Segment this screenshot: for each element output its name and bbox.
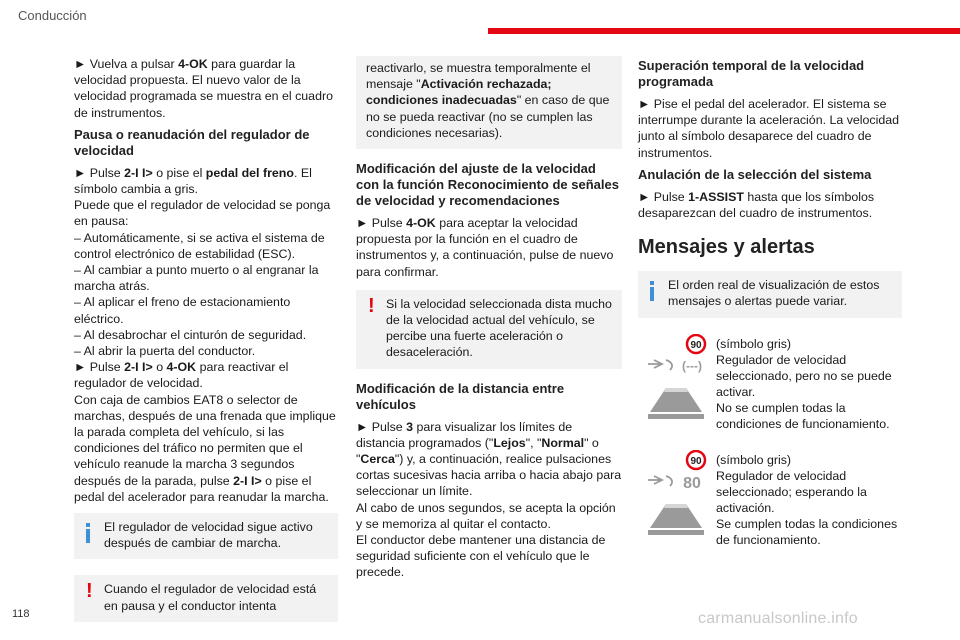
header-accent-bar bbox=[488, 28, 960, 34]
chapter-heading: Mensajes y alertas bbox=[638, 236, 815, 259]
list-item: – Al cambiar a punto muerto o al engranar la marcha atrás. bbox=[74, 263, 319, 294]
road-lanes-icon bbox=[648, 388, 704, 419]
cruise-control-waiting-icon bbox=[644, 450, 708, 542]
list-item: – Al desabrochar el cinturón de seguridad. bbox=[74, 327, 307, 342]
alert-description: (símbolo gris) Regulador de velocidad seleccionado; esperando la activación. Se cumplen todas la condiciones de funcionamiento. bbox=[716, 452, 898, 547]
running-header: Conducción bbox=[18, 8, 87, 23]
paragraph: ► Pulse 1-ASSIST hasta que los símbolos desaparezcan del cuadro de instrumentos. bbox=[638, 189, 875, 221]
section-heading: Anulación de la selección del sistema bbox=[638, 166, 872, 182]
paragraph: Con caja de cambios EAT8 o selector de marchas, después de una frenada que implique la parada completa del vehículo, si las condiciones del tráfico no permiten que el vehículo reanude la marcha 3 segundos después de la parada, pulse 2-I I> o pise el pedal del acelerador para reanudar la marcha. bbox=[74, 392, 336, 504]
svg-text:80: 80 bbox=[683, 474, 701, 492]
paragraph: Puede que el regulador de velocidad se ponga en pausa: bbox=[74, 198, 331, 229]
speed-limit-badge-icon: 90 bbox=[690, 455, 702, 467]
warning-note-continued: reactivarlo, se muestra temporalmente el mensaje "Activación rechazada; condiciones inadecuadas" en caso de que no se pueda reactivar (no se cumplen las condiciones necesarias). bbox=[356, 56, 622, 149]
info-note: El orden real de visualización de estos mensajes o alertas puede variar. bbox=[638, 271, 902, 317]
paragraph: ► Vuelva a pulsar 4-OK para guardar la velocidad propuesta. El nuevo valor de la velocidad programada se muestra en el cuadro de instrumentos. bbox=[74, 57, 333, 120]
paragraph: ► Pulse 3 para visualizar los límites de distancia programados ("Lejos", "Normal" o "Cerca") y, a continuación, realice pulsaciones cortas sucesivas hacia arriba o hacia abajo para seleccionar un límite. bbox=[356, 419, 622, 499]
section-heading: Modificación del ajuste de la velocidad con la función Reconocimiento de señales de velocidad y recomendaciones bbox=[356, 161, 619, 209]
svg-text:(---): (---) bbox=[682, 358, 702, 373]
alert-description: (símbolo gris) Regulador de velocidad seleccionado, pero no se puede activar. No se cumplen todas la condiciones de funcionamiento. bbox=[716, 336, 892, 431]
paragraph: ► Pise el pedal del acelerador. El sistema se interrumpe durante la aceleración. La velocidad junto al símbolo desaparece del cuadro de instrumentos. bbox=[638, 97, 900, 160]
list-item: – Al abrir la puerta del conductor. bbox=[74, 344, 256, 359]
warning-note: ! Si la velocidad seleccionada dista mucho de la velocidad actual del vehículo, se percibe una fuerte aceleración o desaceleración. bbox=[356, 290, 622, 369]
section-heading: Modificación de la distancia entre vehículos bbox=[356, 380, 565, 412]
paragraph: ► Pulse 2-I I> o pise el pedal del freno. El símbolo cambia a gris. bbox=[74, 165, 312, 197]
column-2 bbox=[356, 56, 622, 587]
warning-icon: ! bbox=[86, 580, 93, 603]
column-3 bbox=[638, 56, 902, 566]
info-icon bbox=[650, 281, 654, 301]
paragraph: Al cabo de unos segundos, se acepta la opción y se memoriza al quitar el contacto. bbox=[356, 500, 616, 531]
column-1 bbox=[74, 56, 338, 632]
page-number: 118 bbox=[12, 608, 30, 620]
watermark: carmanualsonline.info bbox=[698, 610, 858, 627]
list-item: – Automáticamente, si se activa el sistema de control electrónico de estabilidad (ESC). bbox=[74, 230, 325, 261]
alert-item bbox=[638, 334, 902, 444]
warning-icon: ! bbox=[368, 294, 375, 317]
cruise-control-icon bbox=[648, 360, 672, 370]
paragraph: ► Pulse 4-OK para aceptar la velocidad propuesta por la función en el cuadro de instrumentos y, a continuación, pulse de nuevo para confirmar. bbox=[356, 216, 614, 279]
road-lanes-icon bbox=[648, 504, 704, 535]
section-heading: Superación temporal de la velocidad programada bbox=[638, 58, 865, 89]
info-note: El regulador de velocidad sigue activo después de cambiar de marcha. bbox=[74, 513, 338, 559]
cruise-control-icon bbox=[648, 476, 672, 486]
list-item: – Al aplicar el freno de estacionamiento eléctrico. bbox=[74, 295, 291, 326]
paragraph: ► Pulse 2-I I> o 4-OK para reactivar el regulador de velocidad. bbox=[74, 360, 289, 391]
warning-note: ! Cuando el regulador de velocidad está en pausa y el conductor intenta bbox=[74, 575, 338, 621]
paragraph: El conductor debe mantener una distancia de seguridad suficiente con el vehículo que le precede. bbox=[356, 533, 606, 580]
info-icon bbox=[86, 523, 90, 543]
speed-limit-badge-icon: 90 bbox=[690, 339, 702, 351]
cruise-control-unavailable-icon bbox=[644, 334, 708, 426]
section-heading: Pausa o reanudación del regulador de velocidad bbox=[74, 126, 310, 158]
alert-item bbox=[638, 450, 902, 560]
